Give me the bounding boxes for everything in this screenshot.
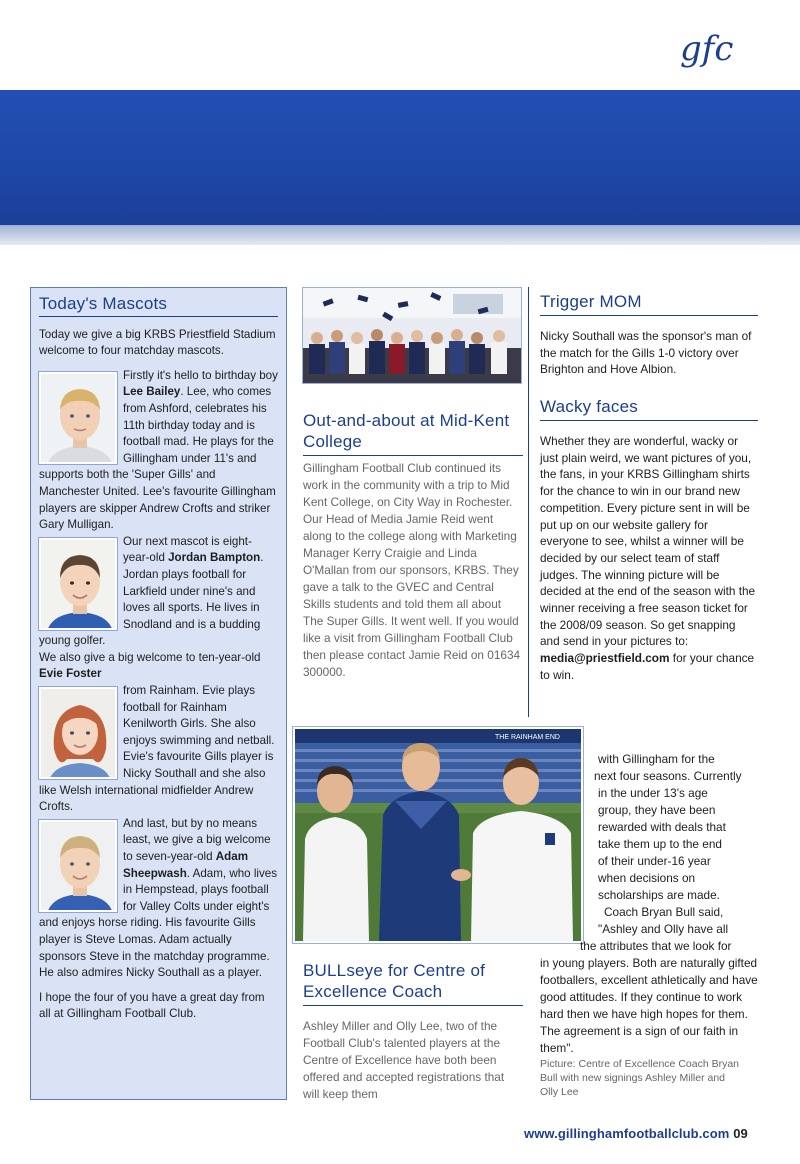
bullseye-article-title-block bbox=[303, 960, 523, 1006]
bullseye-article-title: BULLseye for Centre of Excellence Coach bbox=[303, 961, 486, 1001]
mascot-text-adam: And last, but by no means least, we give a big welcome to seven-year-old Adam Sheepwash. Adam, who lives in Hempstead, plays football for Valley Colts under eight's and enjoys horse riding. His favourite Gills player is Steve Lomas. Adam actually sponsors Steve in the matchday programme. He also admires Nicky Southall as a player. bbox=[39, 816, 278, 980]
mascot-text-evie-cont: from Rainham. Evie plays football for Rainham Kenilworth Girls. She also enjoys swimming and netball. Evie's favourite Gills player is Nicky Southall and she also like Welsh international midfielder Andrew Crofts. bbox=[39, 684, 275, 814]
header-banner-strip bbox=[0, 225, 800, 245]
trigger-mom-rule bbox=[540, 315, 758, 316]
bullseye-line-11: "Ashley and Olly have all bbox=[598, 922, 729, 936]
club-logo bbox=[676, 22, 756, 72]
mascot-photo-evie bbox=[39, 687, 117, 779]
mascot-text-jordan: Our next mascot is eight-year-old Jordan Bampton. Jordan plays football for Larkfield under nine's and loves all sports. He lives in Snodland and is a budding young golfer. bbox=[39, 534, 264, 648]
signing-photo bbox=[293, 727, 583, 943]
trigger-mom-body: Nicky Southall was the sponsor's man of the match for the Gills 1-0 victory over Brighton and Hove Albion. bbox=[540, 329, 752, 377]
club-website-link[interactable]: www.gillinghamfootballclub.com bbox=[524, 1126, 730, 1141]
bullseye-line-8: when decisions on bbox=[598, 871, 696, 885]
mascot-name-evie: Evie Foster bbox=[39, 667, 102, 681]
bullseye-article-continued: in young players. Both are naturally gifted footballers, excellent athletically and have good attitudes. If they continue to work hard then we have high hopes for them. The agreement is a sign of our faith in them". bbox=[540, 956, 758, 1055]
club-logo-text: gfc bbox=[680, 29, 734, 69]
college-article-body: Gillingham Football Club continued its work in the community with a trip to Mid Kent College, on City Way in Rochester. Our Head of Media Jamie Reid went along to the college along with Marketing Manager Kerry Craigie and Linda O'Mallan from our sponsors, KRBS. They gave a talk to the GVEC and Central Skills students and told them all about The Super Gills. It went well. If you would like a visit from Gillingham Football Club then please contact Jamie Reid on 01634 300000. bbox=[303, 461, 521, 679]
bullseye-line-9: scholarships are made. bbox=[598, 888, 720, 902]
wacky-faces-rule bbox=[540, 420, 758, 421]
bullseye-line-7: of their under-16 year bbox=[598, 854, 711, 868]
mascot-text-lee: Firstly it's hello to birthday boy Lee Bailey. Lee, who comes from Ashford, celebrates his 11th birthday today and is football mad. He plays for the Gillingham under 11's and supports both the 'Super Gills' and Manchester United. Lee's favourite Gillingham players are skipper Andrew Crofts and striker Gary Mulligan. bbox=[39, 368, 278, 532]
bullseye-line-1: with Gillingham for the bbox=[598, 752, 715, 766]
college-photo bbox=[302, 287, 522, 384]
mascot-name-lee: Lee Bailey bbox=[123, 385, 181, 399]
bullseye-line-12: the attributes that we look for bbox=[580, 939, 732, 953]
mascots-intro: Today we give a big KRBS Priestfield Stadium welcome to four matchday mascots. bbox=[39, 327, 276, 358]
college-title-rule bbox=[303, 455, 523, 456]
page-footer bbox=[524, 1126, 748, 1141]
bullseye-line-10: Coach Bryan Bull said, bbox=[604, 905, 724, 919]
signing-photo-caption: Picture: Centre of Excellence Coach Bryan Bull with new signings Ashley Miller and Olly Lee bbox=[540, 1058, 740, 1098]
wacky-faces-body: Whether they are wonderful, wacky or just plain weird, we want pictures of you, the fans, in your KRBS Gillingham shirts for the chance to win in our brand new competition. Every picture sent in will be put up on our website gallery for everyone to see, whilst a winner will be decided by our select team of staff judges. The winning picture will be decided at the end of the season with the winner receiving a free season ticket for the 2008/09 season. So get snapping and send in your pictures to: media@priestfield.com for your chance to win. bbox=[540, 434, 756, 682]
bullseye-title-rule bbox=[303, 1005, 523, 1006]
mascots-box bbox=[30, 287, 287, 1100]
mascot-photo-adam bbox=[39, 820, 117, 912]
wacky-faces-title: Wacky faces bbox=[540, 397, 638, 416]
competition-email[interactable]: media@priestfield.com bbox=[540, 651, 670, 666]
trigger-mom-section bbox=[540, 292, 758, 378]
bullseye-line-5: rewarded with deals that bbox=[598, 820, 726, 834]
header-banner bbox=[0, 90, 800, 225]
bullseye-article-body: Ashley Miller and Olly Lee, two of the Football Club's talented players at the Centre of Excellence have both been offered and accepted registrations that will keep them bbox=[303, 1019, 505, 1101]
mascot-photo-lee bbox=[39, 372, 117, 464]
bullseye-line-6: take them up to the end bbox=[598, 837, 722, 851]
column-divider bbox=[528, 287, 529, 717]
bullseye-line-3: in the under 13's age bbox=[598, 786, 708, 800]
page-number: 09 bbox=[733, 1126, 748, 1141]
mascot-photo-jordan bbox=[39, 538, 117, 630]
mascots-title: Today's Mascots bbox=[39, 294, 168, 313]
stand-sign: THE RAINHAM END bbox=[495, 734, 560, 741]
mascot-name-jordan: Jordan Bampton bbox=[168, 551, 261, 565]
trigger-mom-title: Trigger MOM bbox=[540, 292, 642, 311]
wacky-faces-section bbox=[540, 397, 758, 684]
mascots-outro: I hope the four of you have a great day from all at Gillingham Football Club. bbox=[39, 990, 265, 1021]
mascots-title-rule bbox=[39, 316, 278, 317]
college-article-title: Out-and-about at Mid-Kent College bbox=[303, 411, 510, 451]
bullseye-line-2: next four seasons. Currently bbox=[594, 769, 742, 783]
mascot-text-evie: We also give a big welcome to ten-year-old Evie Foster bbox=[39, 650, 261, 681]
mascot-name-adam: Adam Sheepwash bbox=[123, 850, 249, 880]
bullseye-line-4: group, they have been bbox=[598, 803, 716, 817]
college-article-title-block bbox=[303, 410, 523, 456]
